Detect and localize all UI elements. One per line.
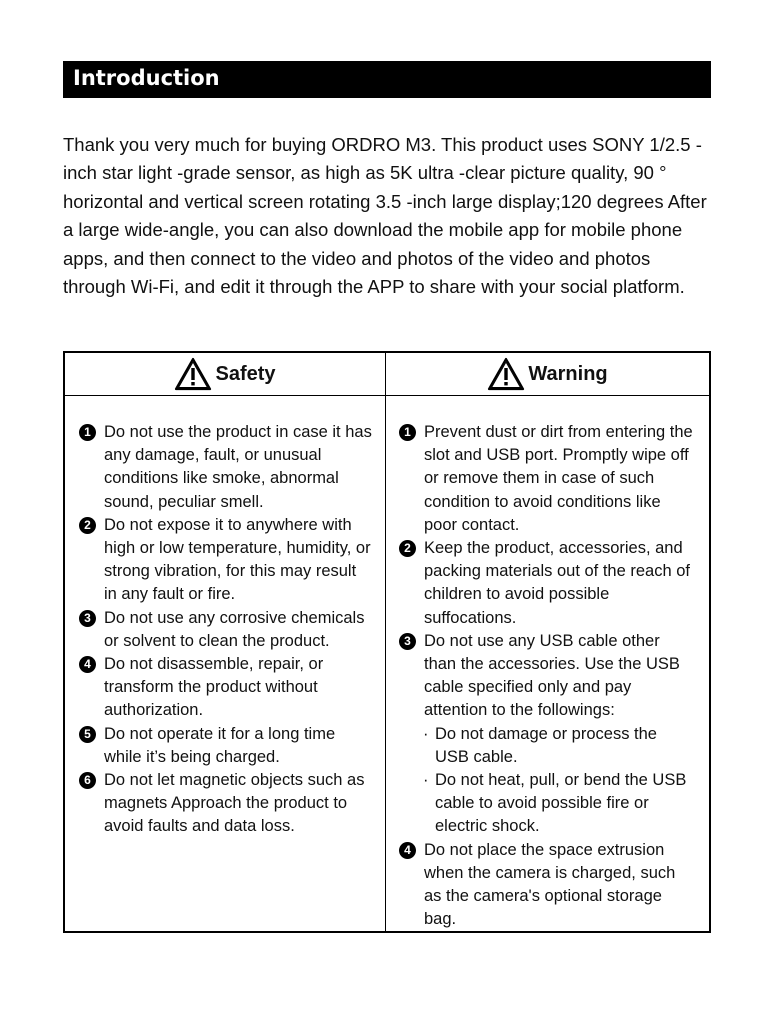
list-number-badge: 3 [399,633,416,650]
list-item-text: Do not use any USB cable other than the accessories. Use the USB cable specified only and pay attention to the followings: [424,631,680,720]
column-divider [385,353,386,931]
list-item [79,514,373,607]
warning-list [399,421,695,931]
list-item-text: Do not operate it for a long time while it’s being charged. [104,724,336,766]
list-number-badge: 3 [79,610,96,627]
list-item-text: Prevent dust or dirt from entering the slot and USB port. Promptly wipe off or remove them in case of such condition to avoid conditions like poor contact. [424,423,693,534]
list-number-badge: 5 [79,726,96,743]
section-title: Introduction [73,66,220,90]
list-number-badge: 4 [79,656,96,673]
sub-item-text: Do not heat, pull, or bend the USB cable to avoid possible fire or electric shock. [435,771,687,836]
warning-heading: Warning [528,362,608,385]
list-item-text: Do not use the product in case it has any damage, fault, or unusual conditions like smoke, abnormal sound, peculiar smell. [104,423,372,511]
sub-item-text: Do not damage or process the USB cable. [435,724,657,766]
warning-header [386,353,709,395]
safety-header [65,353,385,395]
safety-heading: Safety [215,362,276,385]
list-number-badge: 4 [399,842,416,859]
list-item [79,607,373,653]
list-item [79,723,373,769]
header-divider [65,395,709,396]
safety-list [79,421,373,839]
list-item-text: Do not use any corrosive chemicals or solvent to clean the product. [104,608,365,650]
list-item [79,769,373,839]
intro-paragraph: Thank you very much for buying ORDRO M3. This product uses SONY 1/2.5 -inch star light -grade sensor, as high as 5K ultra -clear picture quality, 90 ° horizontal and vertical screen rotating 3.5 -inch large display;120 degrees After a large wide-angle, you can also download the mobile app for mobile phone apps, and then connect to the video and photos of the video and photos through Wi-Fi, and edit it through the APP to share with your social platform. [63,134,707,298]
list-number-badge: 1 [79,424,96,441]
list-item [399,630,695,723]
sub-list-item [399,769,695,839]
list-item-text: Do not disassemble, repair, or transform the product without authorization. [104,655,324,720]
list-item-text: Do not expose it to anywhere with high or low temperature, humidity, or strong vibration, for this may result in any fault or fire. [104,515,371,604]
list-number-badge: 6 [79,772,96,789]
list-item-text: Do not let magnetic objects such as magnets Approach the product to avoid faults and data loss. [104,771,365,836]
safety-warning-table [63,351,711,933]
list-item [399,839,695,932]
bullet-dot: · [423,724,429,743]
list-item [79,653,373,723]
sub-list-item [399,723,695,769]
list-item-text: Keep the product, accessories, and packing materials out of the reach of children to avoid possible suffocations. [424,539,690,627]
list-item [399,421,695,537]
list-number-badge: 2 [399,540,416,557]
warning-triangle-icon [174,357,212,391]
list-number-badge: 2 [79,517,96,534]
warning-triangle-icon [487,357,525,391]
list-number-badge: 1 [399,424,416,441]
section-title-banner [63,61,711,98]
list-item [399,537,695,630]
list-item-text: Do not place the space extrusion when the camera is charged, such as the camera's optional storage bag. [424,840,676,929]
bullet-dot: · [423,771,429,790]
list-item [79,421,373,514]
